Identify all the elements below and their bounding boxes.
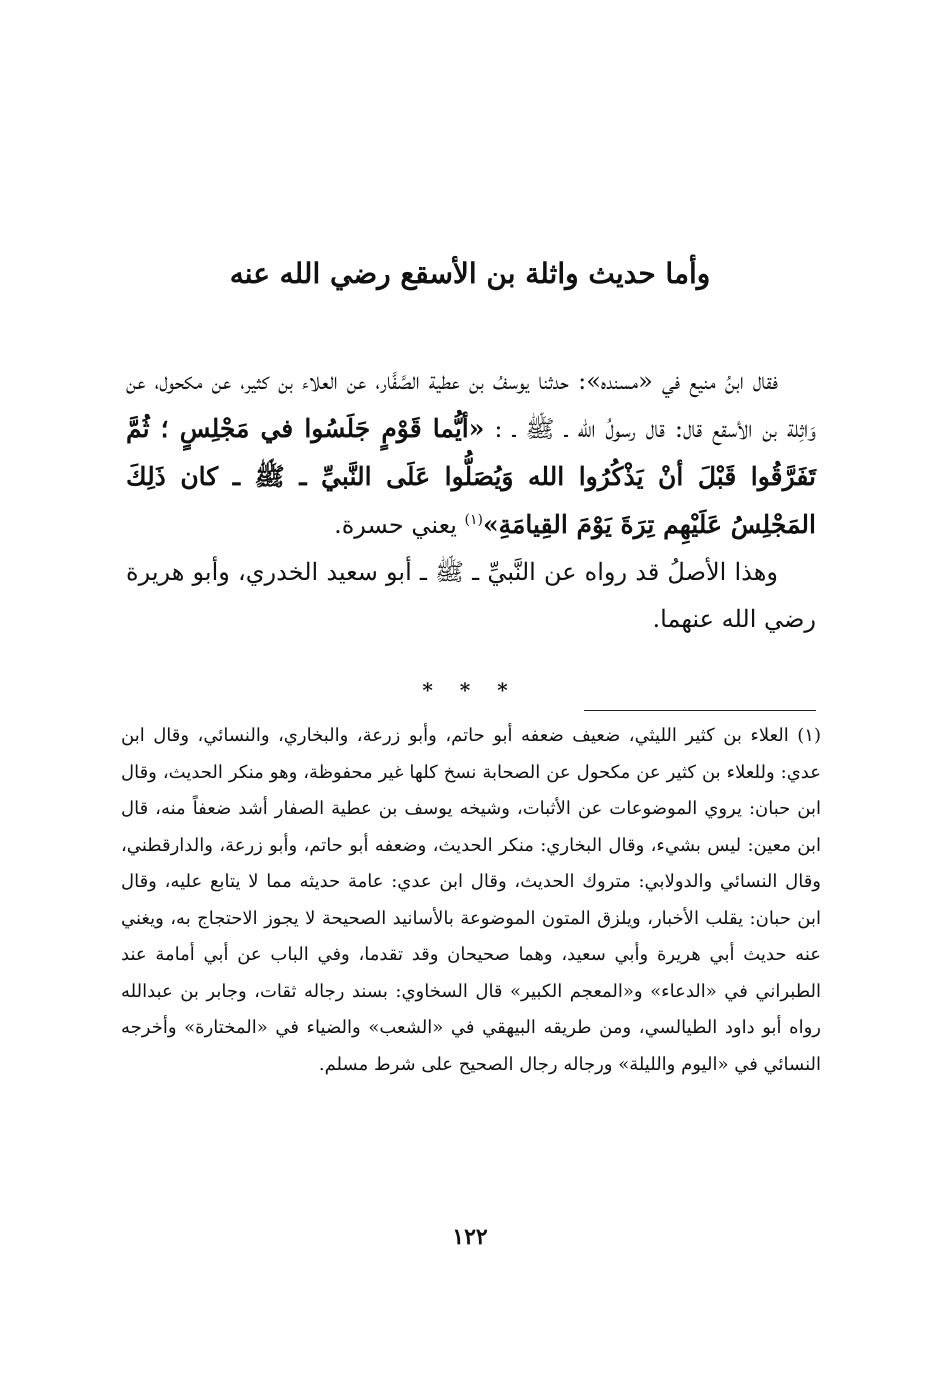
page-number: ١٢٢ — [452, 1224, 488, 1250]
footnote-divider — [584, 710, 816, 711]
paragraph-hadith — [126, 358, 816, 549]
hadith-text: «أيُّما قَوْمٍ جَلَسُوا في مَجْلِسٍ ؛ ثُمَّ تَفَرَّقُوا قَبْلَ أنْ يَذْكُرُوا الله وَيُصَلُّوا عَلَى النَّبيِّ ـ ﷺ ـ كان ذَلِكَ المَجْلِسُ عَلَيْهِم تِرَةَ يَوْمَ القِيامَةِ» — [126, 414, 816, 539]
footnote — [121, 718, 821, 1083]
section-separator: * * * — [422, 678, 518, 702]
isnad-text: فقال ابنُ منيع في «مسنده»: حدثنا يوسفُ بن عطية الصَّفَّار، عن العلاء بن كثير، عن مكحول، عن وَاثِلة بن الأسقع قال: قال رسولُ الله ـ ﷺ ـ : — [126, 367, 816, 443]
section-heading: وأما حديث واثلة بن الأسقع رضي الله عنه — [229, 257, 711, 290]
footnote-reference[interactable]: (١) — [464, 512, 483, 528]
paragraph-narrators: وهذا الأصلُ قد رواه عن النَّبيِّ ـ ﷺ ـ أبو سعيد الخدري، وأبو هريرة رضي الله عنهما. — [126, 558, 816, 633]
main-text — [126, 358, 816, 643]
hadith-explanation: يعني حسرة. — [334, 511, 465, 539]
footnote-text: (١) العلاء بن كثير الليثي، ضعيف ضعفه أبو حاتم، وأبو زرعة، والبخاري، والنسائي، وقال ابن عدي: وللعلاء بن كثير عن مكحول عن الصحابة نسخ كلها غير محفوظة، وهو منكر الحديث، وقال ابن حبان: يروي الموضوعات عن الأثبات، وشيخه يوسف بن عطية الصفار أشد ضعفاً منه، قال ابن معين: ليس بشيء، وقال البخاري: منكر الحديث، وضعفه أبو حاتم، وأبو زرعة، والدارقطني، وقال النسائي والدولابي: متروك الحديث، وقال ابن عدي: عامة حديثه مما لا يتابع عليه، وقال ابن حبان: يقلب الأخبار، ويلزق المتون الموضوعة بالأسانيد الصحيحة لا يجوز الاحتجاج به، ويغني عنه حديث أبي هريرة وأبي سعيد، وهما صحيحان وقد تقدما، وفي الباب عن أبي أمامة عند الطبراني في «الدعاء» و«المعجم الكبير» قال السخاوي: بسند رجاله ثقات، وجابر بن عبدالله رواه أبو داود الطيالسي، ومن طريقه البيهقي في «الشعب» والضياء في «المختارة» وأخرجه النسائي في «اليوم والليلة» ورجاله رجال الصحيح على شرط مسلم. — [121, 725, 821, 1075]
